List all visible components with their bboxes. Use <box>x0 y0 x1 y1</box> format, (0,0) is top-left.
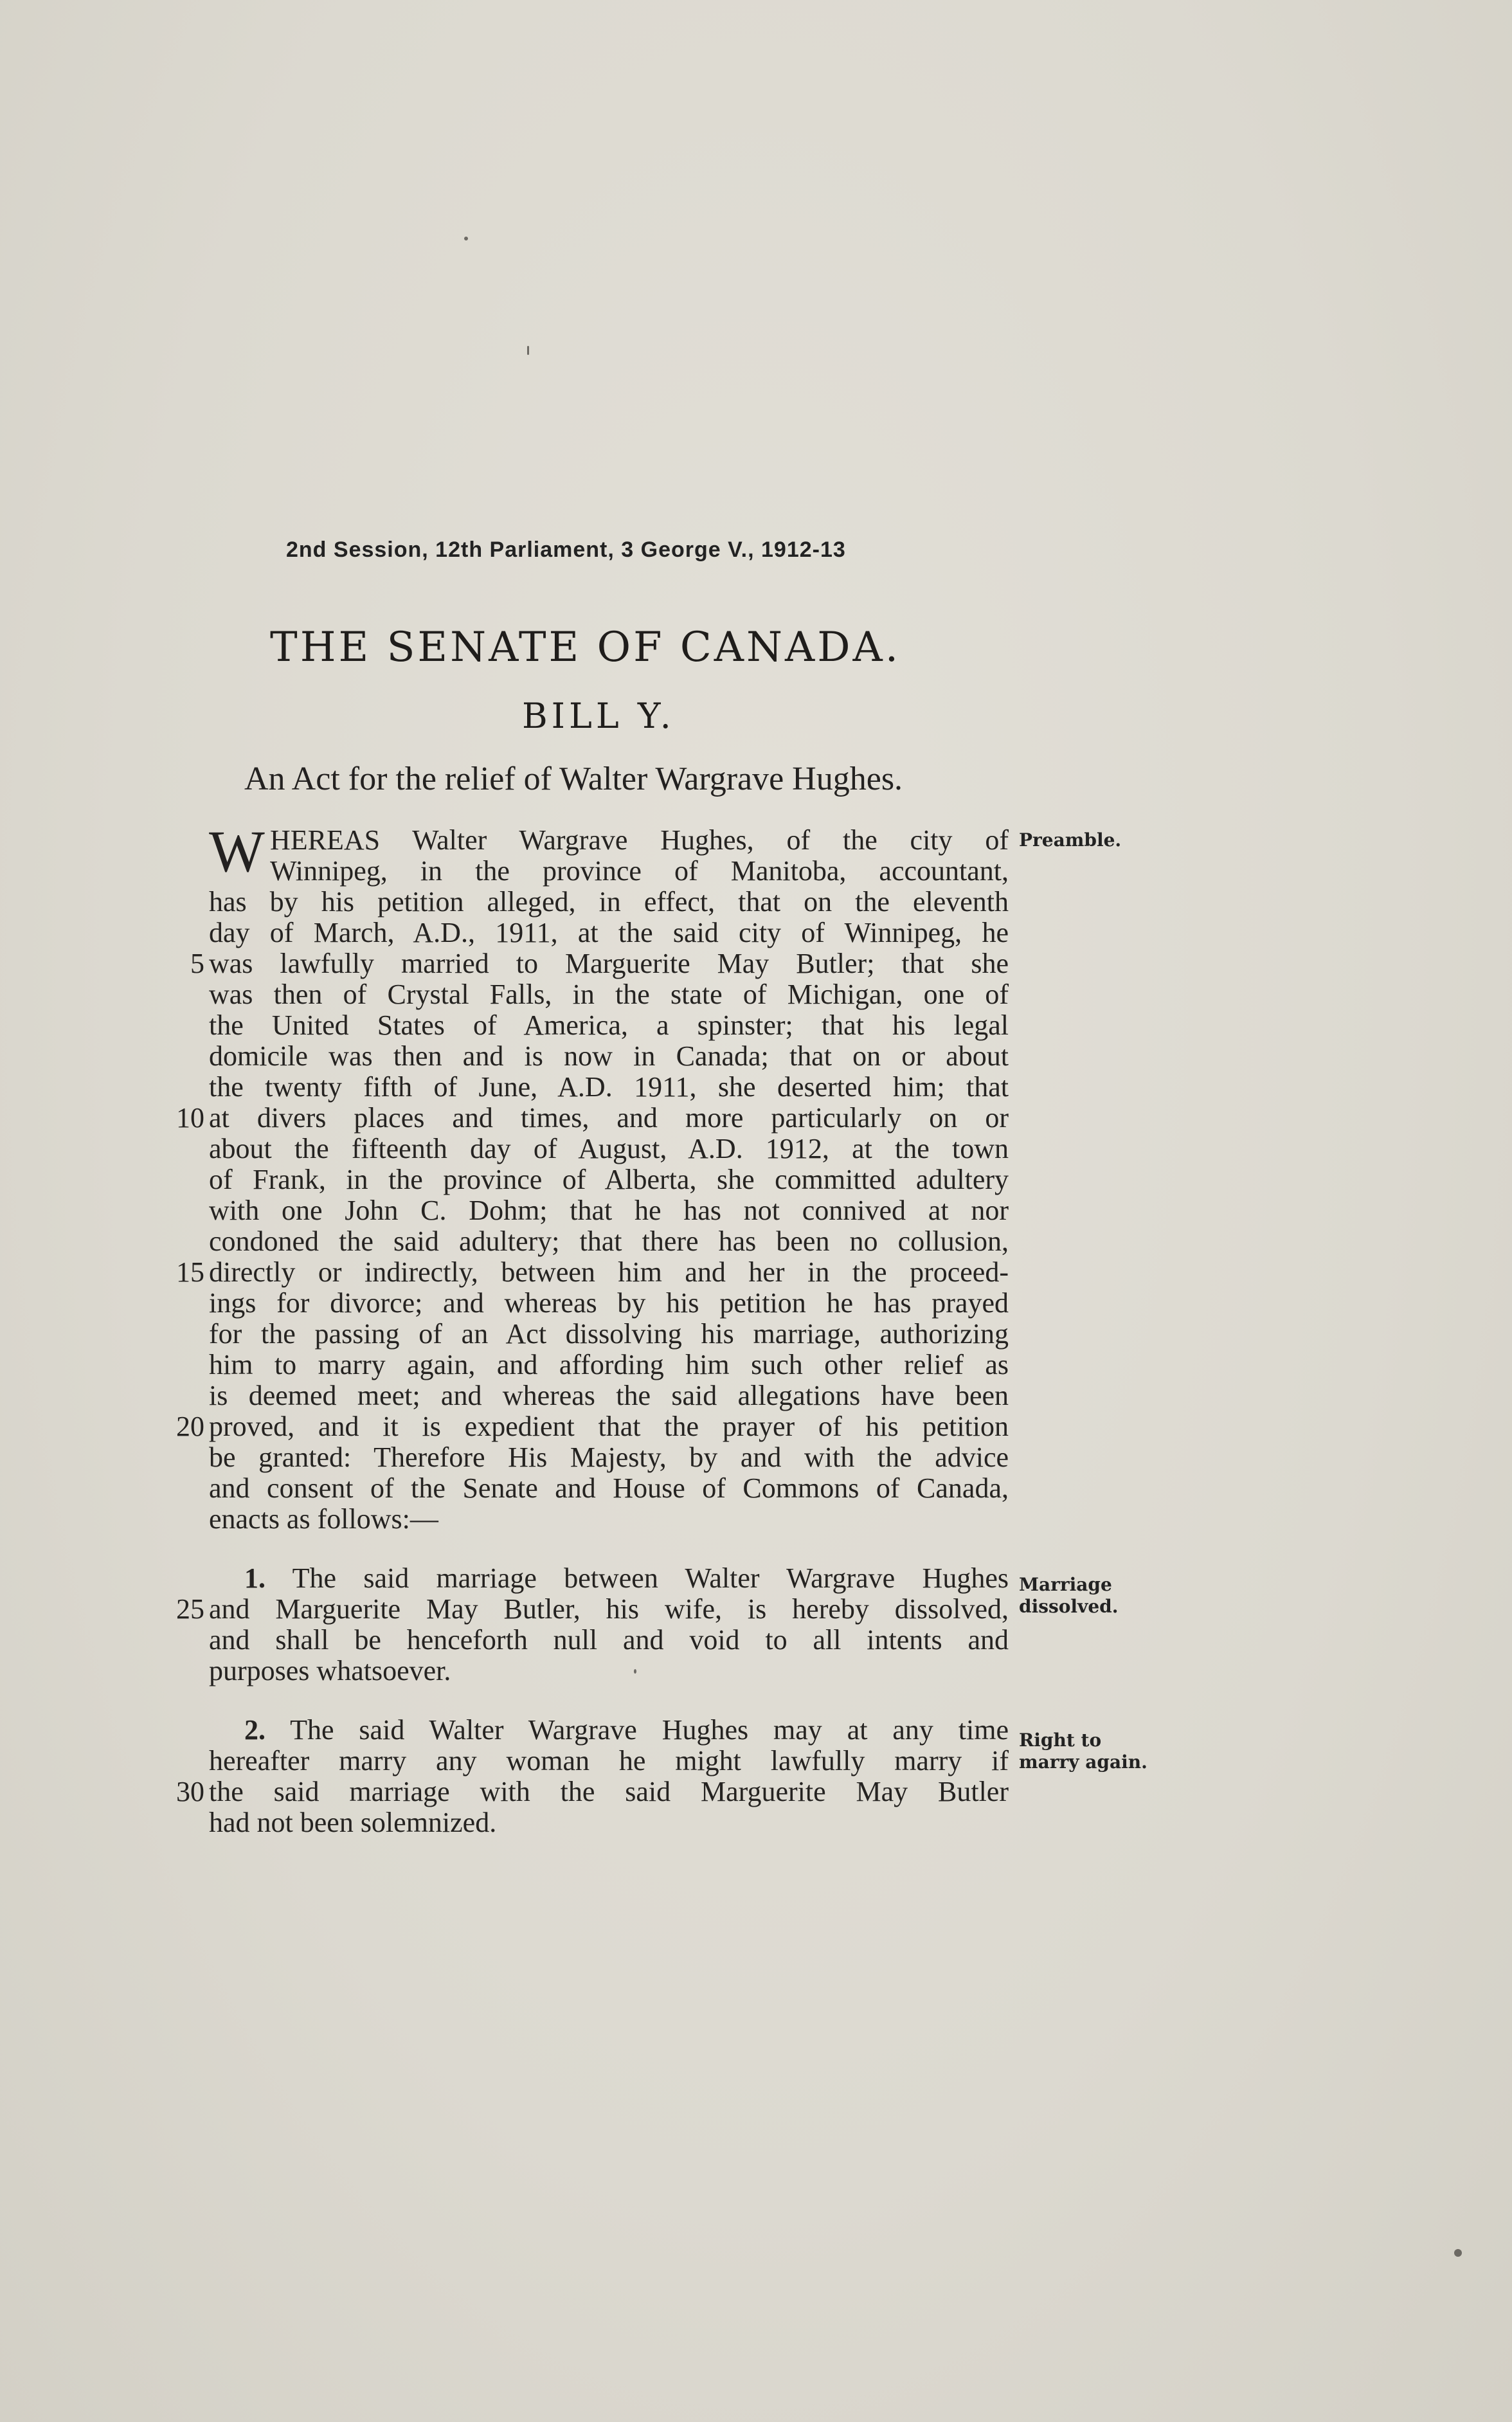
marginal-note-line: marry again. <box>1019 1751 1148 1773</box>
paper-speck <box>464 237 468 240</box>
preamble-line: proved, and it is expedient that the prayer of his petition <box>209 1411 1009 1442</box>
preamble-line: enacts as follows:— <box>209 1503 438 1535</box>
paper-speck <box>527 346 529 355</box>
preamble-line: and consent of the Senate and House of Commons of Canada, <box>209 1472 1009 1504</box>
preamble-line: condoned the said adultery; that there has been no collusion, <box>209 1225 1009 1257</box>
section-number: 2. <box>244 1714 266 1746</box>
section-text: The said Walter Wargrave Hughes may at any time <box>290 1714 1009 1746</box>
section-text: The said marriage between Walter Wargrave Hughes <box>292 1562 1009 1594</box>
section-line: purposes whatsoever. <box>209 1655 451 1686</box>
marginal-note-line: dissolved. <box>1019 1596 1119 1617</box>
preamble-line: with one John C. Dohm; that he has not connived at nor <box>209 1195 1009 1226</box>
section-line <box>244 1715 1009 1746</box>
line-number: 20 <box>176 1411 204 1442</box>
preamble-line: Winnipeg, in the province of Manitoba, accountant, <box>270 855 1009 887</box>
section-line: had not been solemnized. <box>209 1807 497 1838</box>
preamble-line: for the passing of an Act dissolving his marriage, authorizing <box>209 1318 1009 1350</box>
preamble-line: about the fifteenth day of August, A.D. 1912, at the town <box>209 1133 1009 1164</box>
bill-title: BILL Y. <box>522 696 675 736</box>
section-line: and Marguerite May Butler, his wife, is hereby dissolved, <box>209 1593 1009 1625</box>
marginal-note-line: Marriage <box>1019 1574 1112 1595</box>
preamble-line: was lawfully married to Marguerite May Butler; that she <box>209 948 1009 979</box>
preamble-line: was then of Crystal Falls, in the state of Michigan, one of <box>209 979 1009 1010</box>
line-number: 10 <box>176 1102 204 1134</box>
marginal-note-line: Right to <box>1019 1730 1102 1751</box>
preamble-line: of Frank, in the province of Alberta, she committed adultery <box>209 1164 1009 1195</box>
section-number: 1. <box>244 1562 266 1594</box>
preamble-line: day of March, A.D., 1911, at the said city of Winnipeg, he <box>209 917 1009 948</box>
preamble-line: ings for divorce; and whereas by his petition he has prayed <box>209 1287 1009 1319</box>
marginal-note-preamble: Preamble. <box>1019 829 1122 851</box>
preamble-line: at divers places and times, and more particularly on or <box>209 1102 1009 1134</box>
line-number: 5 <box>190 948 204 979</box>
session-line: 2nd Session, 12th Parliament, 3 George V., 1912-13 <box>286 538 846 562</box>
section-line: and shall be henceforth null and void to all intents and <box>209 1624 1009 1656</box>
preamble-line: the United States of America, a spinster; that his legal <box>209 1009 1009 1041</box>
preamble-line: is deemed meet; and whereas the said allegations have been <box>209 1380 1009 1411</box>
preamble-line: HEREAS Walter Wargrave Hughes, of the city of <box>270 824 1009 856</box>
paper-speck <box>1454 2249 1462 2257</box>
paper-speck <box>634 1669 636 1674</box>
preamble-line: domicile was then and is now in Canada; that on or about <box>209 1040 1009 1072</box>
section-line <box>244 1563 1009 1594</box>
drop-cap: W <box>209 818 265 884</box>
line-number: 15 <box>176 1256 204 1288</box>
line-number: 25 <box>176 1593 204 1625</box>
preamble-line: the twenty fifth of June, A.D. 1911, she deserted him; that <box>209 1071 1009 1103</box>
preamble-line: directly or indirectly, between him and her in the proceed- <box>209 1256 1009 1288</box>
preamble-line: him to marry again, and affording him such other relief as <box>209 1349 1009 1380</box>
line-number: 30 <box>176 1776 204 1807</box>
preamble-line: be granted: Therefore His Majesty, by and with the advice <box>209 1441 1009 1473</box>
act-title: An Act for the relief of Walter Wargrave Hughes. <box>244 761 903 797</box>
preamble-line: has by his petition alleged, in effect, that on the eleventh <box>209 886 1009 917</box>
section-line: the said marriage with the said Marguerite May Butler <box>209 1776 1009 1807</box>
chamber-title: THE SENATE OF CANADA. <box>270 624 901 671</box>
section-line: hereafter marry any woman he might lawfully marry if <box>209 1745 1009 1776</box>
